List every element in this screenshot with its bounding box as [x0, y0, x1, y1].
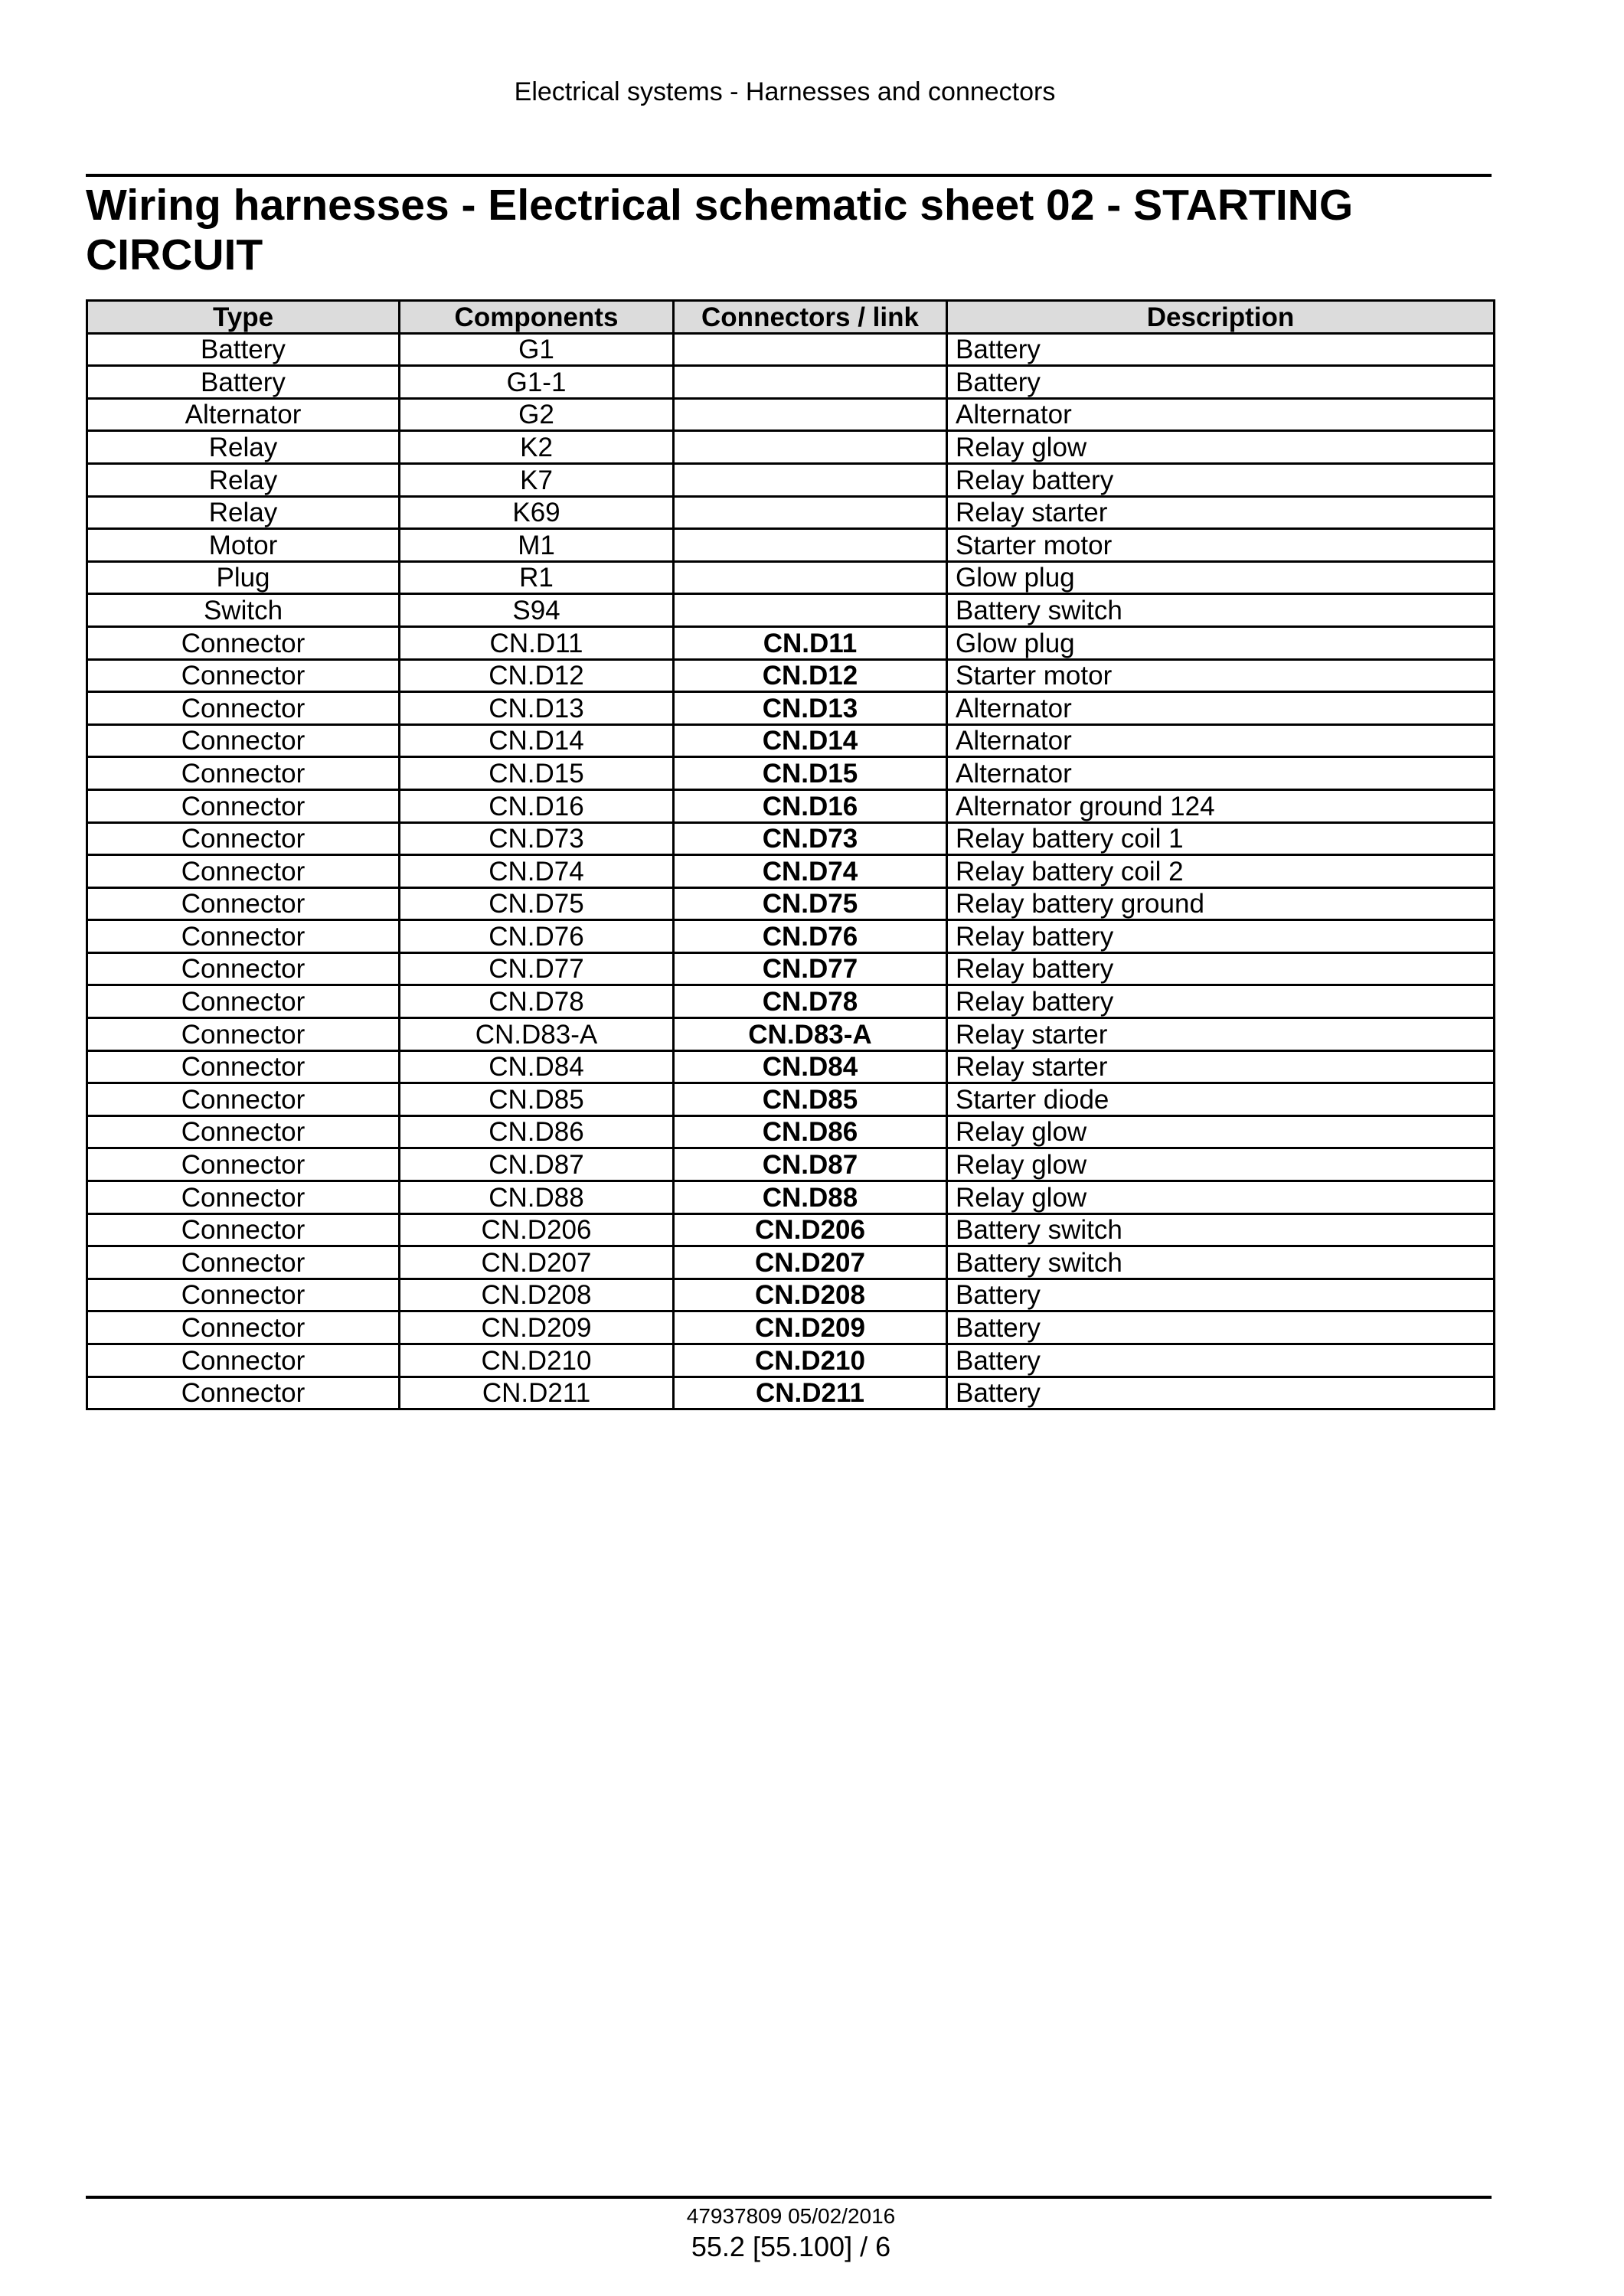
cell-connector: CN.D75 — [674, 887, 947, 920]
table-row — [87, 757, 1495, 790]
column-header-type: Type — [87, 301, 400, 334]
cell-description: Starter diode — [947, 1083, 1495, 1116]
components-table-container — [86, 299, 1495, 1410]
cell-description: Glow plug — [947, 626, 1495, 659]
cell-description: Relay glow — [947, 431, 1495, 464]
cell-connector — [674, 431, 947, 464]
cell-connector: CN.D85 — [674, 1083, 947, 1116]
table-row — [87, 887, 1495, 920]
cell-component: CN.D13 — [400, 692, 674, 725]
cell-connector: CN.D14 — [674, 724, 947, 757]
cell-type: Connector — [87, 724, 400, 757]
table-row — [87, 496, 1495, 529]
cell-component: K69 — [400, 496, 674, 529]
cell-description: Alternator ground 124 — [947, 789, 1495, 822]
cell-component: CN.D84 — [400, 1050, 674, 1083]
cell-component: CN.D78 — [400, 985, 674, 1018]
cell-description: Battery — [947, 1311, 1495, 1344]
cell-connector: CN.D73 — [674, 822, 947, 855]
cell-type: Connector — [87, 1344, 400, 1377]
cell-description: Relay battery ground — [947, 887, 1495, 920]
cell-connector: CN.D207 — [674, 1246, 947, 1279]
table-row — [87, 1148, 1495, 1181]
cell-type: Relay — [87, 496, 400, 529]
table-row — [87, 431, 1495, 464]
cell-description: Battery switch — [947, 594, 1495, 627]
cell-component: CN.D14 — [400, 724, 674, 757]
footer-page-ref: 55.2 [55.100] / 6 — [691, 2231, 891, 2262]
table-row — [87, 1181, 1495, 1214]
cell-connector — [674, 561, 947, 594]
cell-component: CN.D85 — [400, 1083, 674, 1116]
cell-description: Glow plug — [947, 561, 1495, 594]
table-row — [87, 1050, 1495, 1083]
cell-connector: CN.D208 — [674, 1279, 947, 1311]
cell-type: Connector — [87, 1050, 400, 1083]
cell-connector — [674, 398, 947, 431]
cell-connector: CN.D74 — [674, 855, 947, 888]
table-row — [87, 529, 1495, 562]
cell-connector: CN.D211 — [674, 1377, 947, 1409]
cell-component: R1 — [400, 561, 674, 594]
cell-component: CN.D88 — [400, 1181, 674, 1214]
cell-description: Alternator — [947, 724, 1495, 757]
cell-description: Battery — [947, 1344, 1495, 1377]
cell-component: CN.D208 — [400, 1279, 674, 1311]
cell-connector — [674, 366, 947, 399]
cell-component: CN.D86 — [400, 1115, 674, 1148]
table-row — [87, 985, 1495, 1018]
cell-type: Connector — [87, 1115, 400, 1148]
cell-component: G1 — [400, 333, 674, 366]
table-row — [87, 692, 1495, 725]
cell-description: Battery — [947, 333, 1495, 366]
cell-type: Connector — [87, 822, 400, 855]
cell-connector: CN.D16 — [674, 789, 947, 822]
table-row — [87, 626, 1495, 659]
cell-description: Relay starter — [947, 496, 1495, 529]
bottom-divider — [86, 2196, 1492, 2199]
cell-type: Connector — [87, 920, 400, 953]
table-row — [87, 822, 1495, 855]
cell-description: Relay glow — [947, 1181, 1495, 1214]
cell-connector: CN.D12 — [674, 659, 947, 692]
components-table — [86, 299, 1495, 1410]
table-header-row — [87, 301, 1495, 334]
cell-component: CN.D74 — [400, 855, 674, 888]
column-header-description: Description — [947, 301, 1495, 334]
table-row — [87, 952, 1495, 985]
cell-component: CN.D15 — [400, 757, 674, 790]
cell-component: CN.D87 — [400, 1148, 674, 1181]
cell-description: Alternator — [947, 398, 1495, 431]
cell-component: CN.D12 — [400, 659, 674, 692]
cell-component: CN.D76 — [400, 920, 674, 953]
cell-description: Alternator — [947, 757, 1495, 790]
cell-type: Battery — [87, 366, 400, 399]
cell-component: CN.D11 — [400, 626, 674, 659]
table-row — [87, 659, 1495, 692]
cell-type: Connector — [87, 985, 400, 1018]
cell-connector: CN.D209 — [674, 1311, 947, 1344]
cell-description: Starter motor — [947, 659, 1495, 692]
cell-connector — [674, 529, 947, 562]
cell-connector: CN.D11 — [674, 626, 947, 659]
column-header-connectors: Connectors / link — [674, 301, 947, 334]
cell-description: Starter motor — [947, 529, 1495, 562]
cell-connector: CN.D13 — [674, 692, 947, 725]
cell-type: Connector — [87, 887, 400, 920]
cell-description: Battery — [947, 366, 1495, 399]
cell-connector: CN.D206 — [674, 1213, 947, 1246]
table-row — [87, 1213, 1495, 1246]
cell-description: Relay battery coil 2 — [947, 855, 1495, 888]
running-header: Electrical systems - Harnesses and connectors — [514, 77, 1056, 106]
cell-connector: CN.D210 — [674, 1344, 947, 1377]
column-header-components: Components — [400, 301, 674, 334]
cell-component: G1-1 — [400, 366, 674, 399]
cell-type: Connector — [87, 626, 400, 659]
cell-description: Relay battery — [947, 463, 1495, 496]
cell-component: M1 — [400, 529, 674, 562]
cell-connector — [674, 463, 947, 496]
cell-type: Motor — [87, 529, 400, 562]
cell-type: Connector — [87, 952, 400, 985]
cell-component: CN.D211 — [400, 1377, 674, 1409]
cell-connector: CN.D78 — [674, 985, 947, 1018]
table-row — [87, 789, 1495, 822]
table-row — [87, 920, 1495, 953]
cell-component: K7 — [400, 463, 674, 496]
footer-doc-code: 47937809 05/02/2016 — [686, 2204, 896, 2228]
cell-type: Connector — [87, 692, 400, 725]
cell-component: CN.D210 — [400, 1344, 674, 1377]
table-row — [87, 855, 1495, 888]
table-row — [87, 1018, 1495, 1051]
table-row — [87, 724, 1495, 757]
cell-connector: CN.D83-A — [674, 1018, 947, 1051]
table-row — [87, 1083, 1495, 1116]
cell-type: Plug — [87, 561, 400, 594]
cell-component: CN.D73 — [400, 822, 674, 855]
cell-component: CN.D206 — [400, 1213, 674, 1246]
cell-connector: CN.D76 — [674, 920, 947, 953]
cell-connector: CN.D86 — [674, 1115, 947, 1148]
cell-type: Battery — [87, 333, 400, 366]
table-row — [87, 561, 1495, 594]
cell-component: CN.D77 — [400, 952, 674, 985]
cell-connector: CN.D87 — [674, 1148, 947, 1181]
cell-type: Connector — [87, 1246, 400, 1279]
page-title: Wiring harnesses - Electrical schematic sheet 02 - STARTING CIRCUIT — [86, 181, 1354, 279]
cell-connector: CN.D84 — [674, 1050, 947, 1083]
cell-type: Connector — [87, 1213, 400, 1246]
cell-description: Battery — [947, 1377, 1495, 1409]
cell-type: Relay — [87, 463, 400, 496]
cell-description: Battery — [947, 1279, 1495, 1311]
table-row — [87, 1115, 1495, 1148]
cell-description: Relay glow — [947, 1148, 1495, 1181]
cell-component: CN.D209 — [400, 1311, 674, 1344]
cell-component: CN.D16 — [400, 789, 674, 822]
cell-type: Connector — [87, 1311, 400, 1344]
cell-description: Relay battery — [947, 952, 1495, 985]
cell-type: Connector — [87, 1279, 400, 1311]
cell-connector — [674, 496, 947, 529]
cell-description: Relay glow — [947, 1115, 1495, 1148]
cell-type: Connector — [87, 1181, 400, 1214]
cell-description: Alternator — [947, 692, 1495, 725]
table-row — [87, 398, 1495, 431]
table-body — [87, 333, 1495, 1409]
cell-type: Alternator — [87, 398, 400, 431]
table-row — [87, 594, 1495, 627]
cell-description: Battery switch — [947, 1213, 1495, 1246]
cell-type: Connector — [87, 789, 400, 822]
cell-type: Switch — [87, 594, 400, 627]
cell-description: Relay battery — [947, 985, 1495, 1018]
cell-component: G2 — [400, 398, 674, 431]
cell-type: Connector — [87, 757, 400, 790]
cell-connector: CN.D88 — [674, 1181, 947, 1214]
cell-description: Battery switch — [947, 1246, 1495, 1279]
table-row — [87, 1377, 1495, 1409]
table-row — [87, 1279, 1495, 1311]
cell-component: S94 — [400, 594, 674, 627]
cell-type: Connector — [87, 1083, 400, 1116]
cell-description: Relay battery coil 1 — [947, 822, 1495, 855]
cell-type: Connector — [87, 659, 400, 692]
cell-type: Connector — [87, 1377, 400, 1409]
cell-description: Relay starter — [947, 1050, 1495, 1083]
cell-connector: CN.D77 — [674, 952, 947, 985]
cell-connector: CN.D15 — [674, 757, 947, 790]
cell-component: K2 — [400, 431, 674, 464]
table-row — [87, 463, 1495, 496]
cell-connector — [674, 594, 947, 627]
cell-type: Relay — [87, 431, 400, 464]
cell-connector — [674, 333, 947, 366]
cell-component: CN.D75 — [400, 887, 674, 920]
cell-description: Relay starter — [947, 1018, 1495, 1051]
cell-type: Connector — [87, 1018, 400, 1051]
table-row — [87, 366, 1495, 399]
cell-description: Relay battery — [947, 920, 1495, 953]
table-row — [87, 333, 1495, 366]
cell-type: Connector — [87, 855, 400, 888]
cell-component: CN.D207 — [400, 1246, 674, 1279]
table-row — [87, 1311, 1495, 1344]
cell-component: CN.D83-A — [400, 1018, 674, 1051]
table-row — [87, 1246, 1495, 1279]
cell-type: Connector — [87, 1148, 400, 1181]
top-divider — [86, 174, 1492, 177]
table-row — [87, 1344, 1495, 1377]
